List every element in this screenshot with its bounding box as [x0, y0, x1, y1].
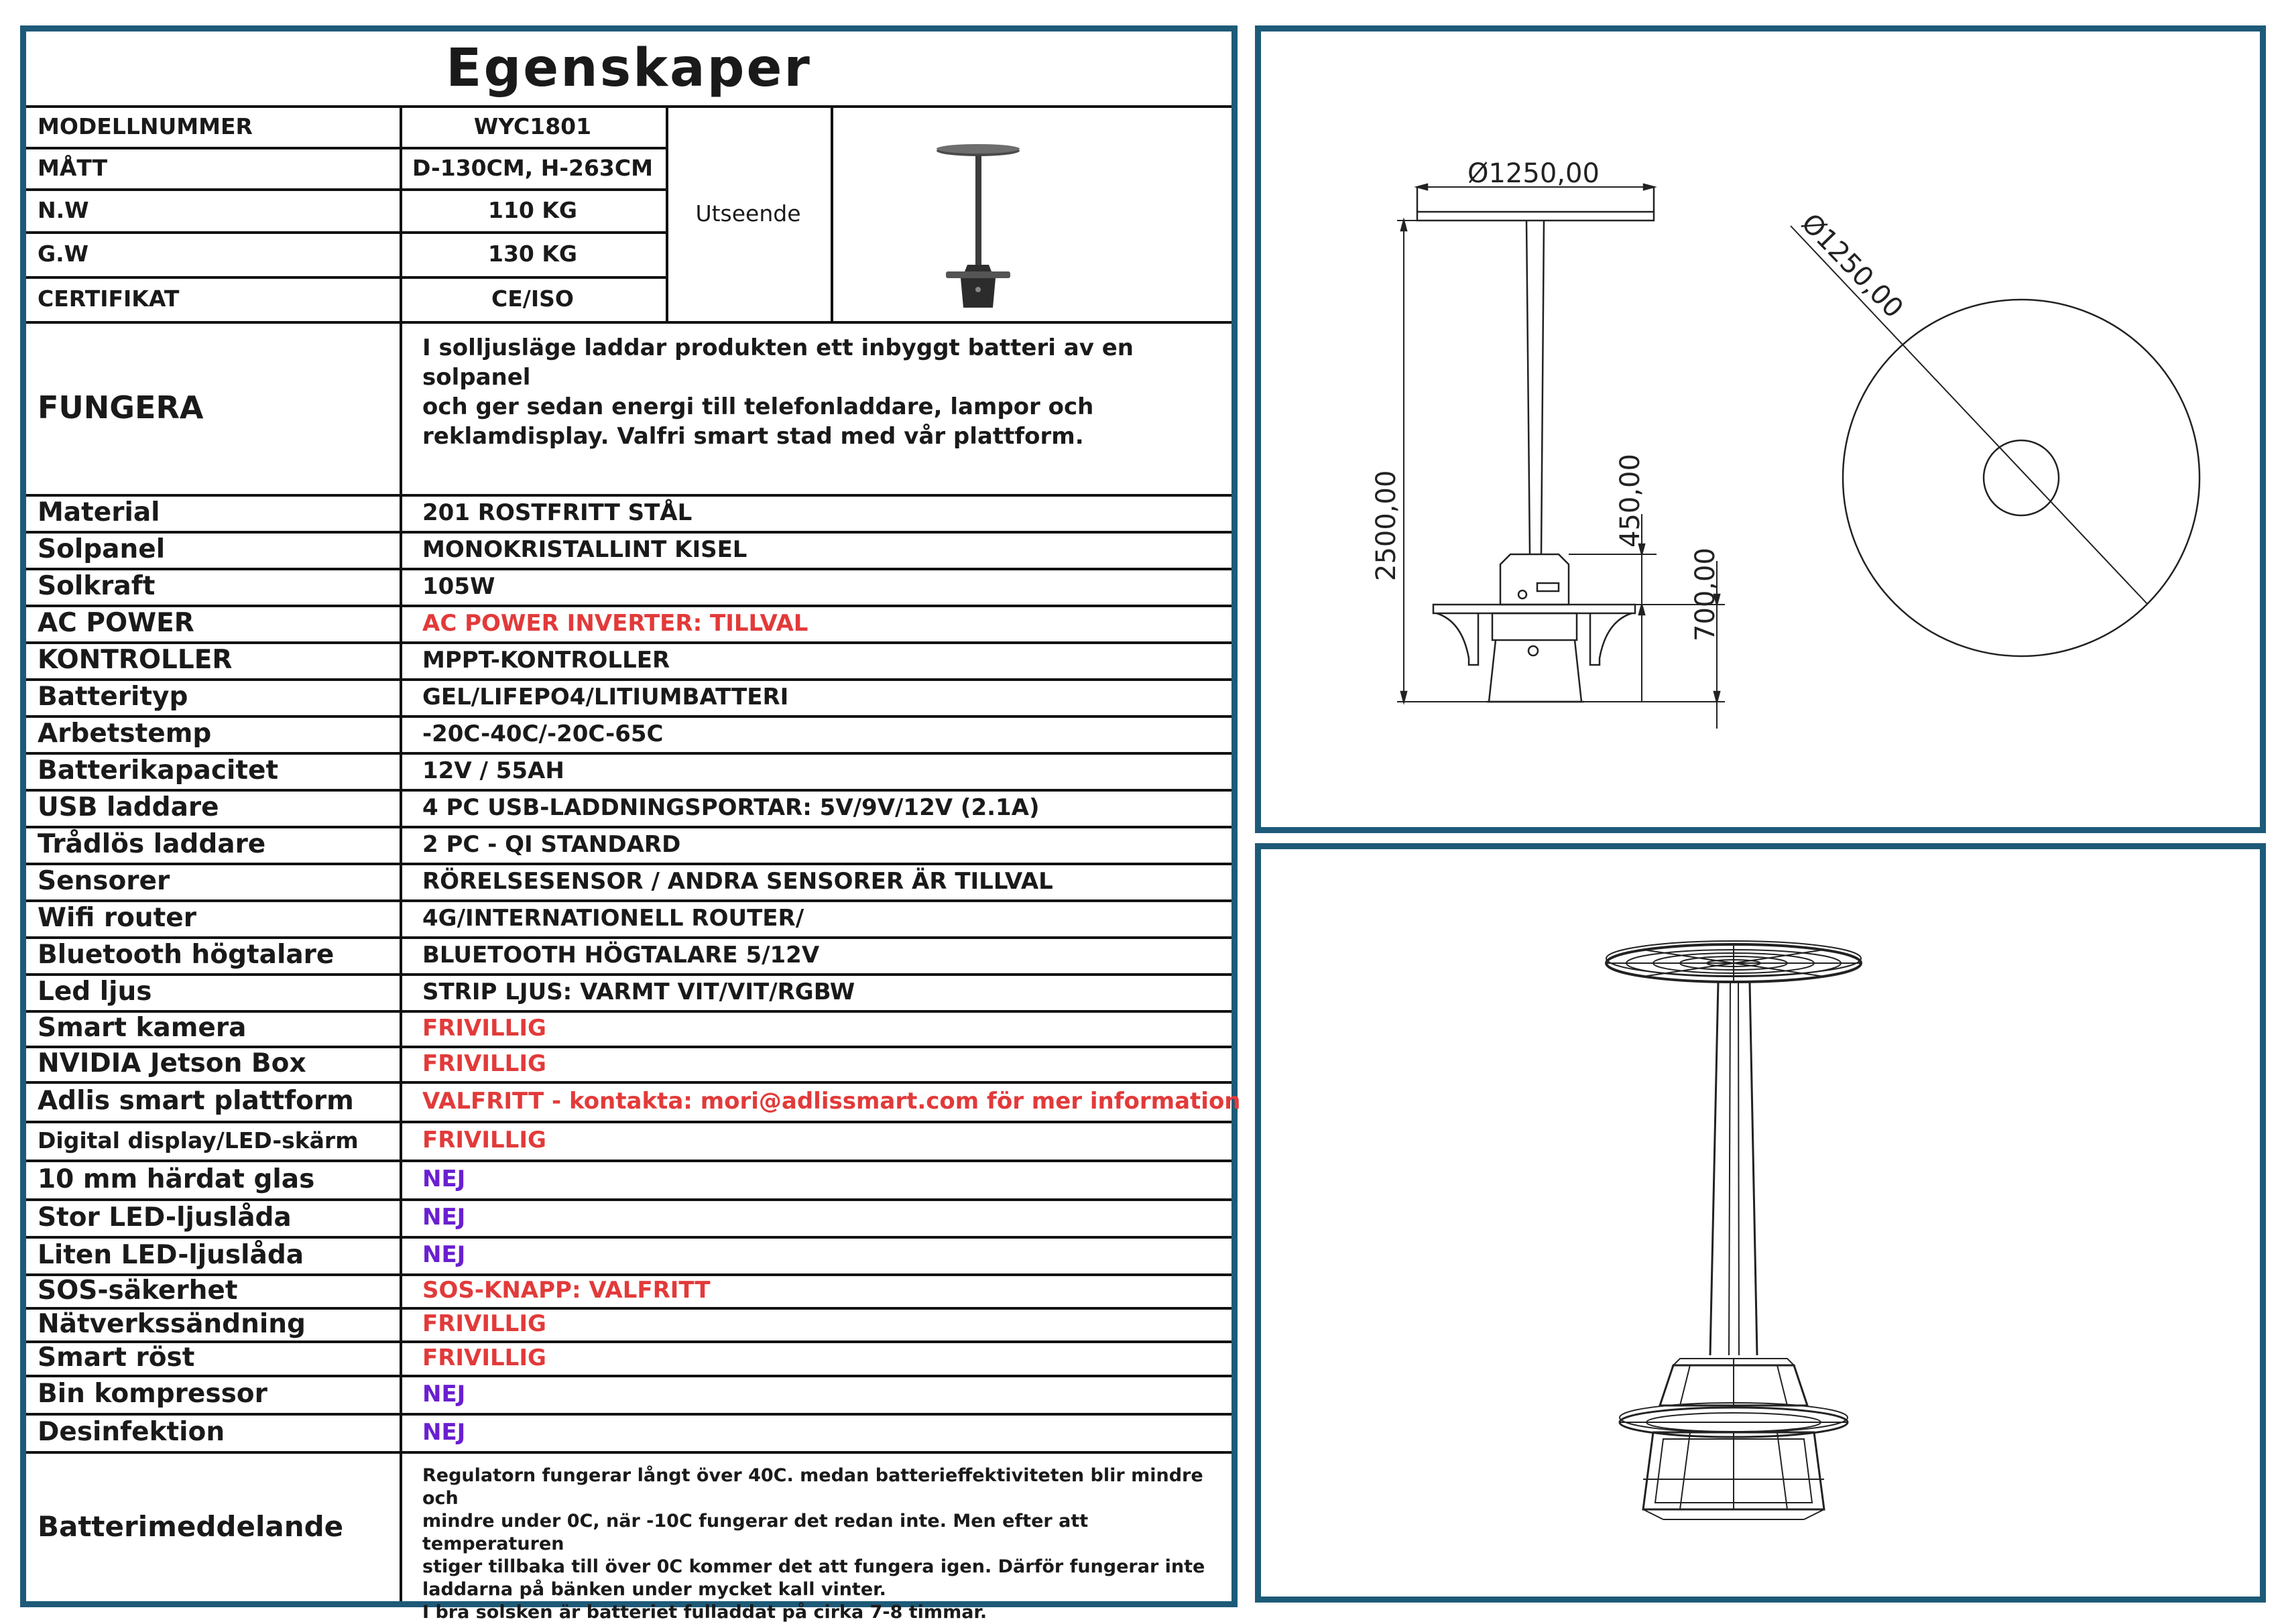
dimension-drawing-svg [1261, 32, 2260, 827]
spec-label: USB laddare [38, 792, 219, 822]
spec-value: NEJ [422, 1418, 466, 1446]
spec-label: Solkraft [38, 571, 156, 601]
spec-value: 2 PC - QI STANDARD [422, 830, 681, 858]
diameter-top-label: Ø1250,00 [1467, 158, 1600, 189]
appearance-label: Utseende [695, 200, 801, 227]
spec-value: FRIVILLIG [422, 1014, 546, 1042]
spec-label: 10 mm härdat glas [38, 1164, 315, 1194]
row-divider [26, 231, 666, 234]
header-label: G.W [38, 241, 89, 267]
spec-value: FRIVILLIG [422, 1310, 546, 1337]
header-value: 130 KG [487, 241, 578, 267]
spec-label: Solpanel [38, 534, 166, 564]
enclosure-outline [1500, 554, 1569, 605]
battery-text: Regulatorn fungerar långt över 40C. medan batterieffektiviteten blir mindre och mindre under 0C, när -10C fungerar det redan inte. Men efter att temperaturen stiger tillbaka till över 0C kommer det att fungera igen. Därför fungerar inte laddarna på bänken under mycket kall vinter. I bra solsken är batteriet fulladdat på cirka 7-8 timmar. [422, 1465, 1205, 1623]
spec-label: Liten LED-ljuslåda [38, 1239, 304, 1270]
spec-label: Adlis smart plattform [38, 1086, 354, 1116]
height-450-label: 450,00 [1615, 454, 1646, 548]
spec-label: Trådlös laddare [38, 829, 266, 859]
spec-label: Material [38, 497, 160, 527]
header-value: D-130CM, H-263CM [412, 154, 653, 181]
spec-label: Batterityp [38, 682, 188, 712]
spec-value: FRIVILLIG [422, 1050, 546, 1077]
row-divider [26, 188, 666, 191]
spec-label: Digital display/LED-skärm [38, 1127, 359, 1153]
spec-value: -20C-40C/-20C-65C [422, 720, 664, 747]
function-text: I solljusläge laddar produkten ett inbyggt batteri av en solpanel och ger sedan energi till telefonladdare, lampor och reklamdisplay. Valfri smart stad med vår plattform. [422, 334, 1134, 450]
header-value: CE/ISO [491, 286, 574, 312]
spec-value: AC POWER INVERTER: TILLVAL [422, 609, 808, 637]
dimension-drawing [1255, 25, 2266, 833]
spec-value: NEJ [422, 1241, 466, 1268]
header-label: CERTIFIKAT [38, 286, 180, 312]
spec-value: SOS-KNAPP: VALFRITT [422, 1277, 711, 1304]
spec-label: Smart kamera [38, 1013, 247, 1043]
spec-value: MONOKRISTALLINT KISEL [422, 536, 747, 563]
header-value: WYC1801 [473, 113, 592, 139]
spec-value: GEL/LIFEPO4/LITIUMBATTERI [422, 683, 789, 710]
header-value: 110 KG [487, 196, 578, 223]
page-title: Egenskaper [446, 38, 812, 99]
solar-panel-side [1417, 212, 1654, 221]
spec-value: NEJ [422, 1380, 466, 1408]
header-label: N.W [38, 196, 89, 223]
spec-value: STRIP LJUS: VARMT VIT/VIT/RGBW [422, 978, 855, 1005]
product-image [918, 119, 1038, 313]
spec-value: 201 ROSTFRITT STÅL [422, 499, 693, 526]
spec-value: RÖRELSESENSOR / ANDRA SENSORER ÄR TILLVAL [422, 867, 1053, 895]
header-label: MÅTT [38, 154, 108, 181]
spec-value: 105W [422, 572, 495, 600]
spec-label: AC POWER [38, 608, 194, 638]
row-divider [26, 276, 666, 279]
spec-label: Bluetooth högtalare [38, 940, 335, 970]
height-700-label: 700,00 [1690, 548, 1721, 641]
row-divider [26, 147, 666, 149]
spec-value: NEJ [422, 1204, 466, 1231]
column-divider [831, 105, 833, 321]
spec-value: 4G/INTERNATIONELL ROUTER/ [422, 904, 804, 932]
spec-label: Smart röst [38, 1342, 195, 1373]
spec-value: FRIVILLIG [422, 1344, 546, 1371]
height-total-label: 2500,00 [1371, 470, 1402, 581]
spec-value: BLUETOOTH HÖGTALARE 5/12V [422, 941, 820, 969]
spec-label: Wifi router [38, 903, 196, 933]
spec-value: MPPT-KONTROLLER [422, 646, 670, 674]
spec-label: Nätverkssändning [38, 1308, 306, 1339]
wireframe-svg [1261, 849, 2260, 1597]
spec-label: Batterikapacitet [38, 755, 279, 786]
battery-label: Batterimeddelande [38, 1509, 344, 1543]
spec-value: FRIVILLIG [422, 1127, 546, 1153]
spec-label: KONTROLLER [38, 645, 233, 675]
header-label: MODELLNUMMER [38, 113, 253, 139]
spec-value: VALFRITT - kontakta: mori@adlissmart.com för mer information [422, 1087, 1241, 1115]
spec-label: Stor LED-ljuslåda [38, 1202, 292, 1233]
column-divider [400, 105, 402, 321]
diameter-circle-label: Ø1250,00 [1795, 207, 1909, 324]
spec-value: 12V / 55AH [422, 757, 564, 784]
spec-label: Sensorer [38, 866, 170, 896]
spec-label: Arbetstemp [38, 719, 212, 749]
spec-label: SOS-säkerhet [38, 1275, 238, 1306]
wireframe-view [1255, 843, 2266, 1603]
spec-value: 4 PC USB-LADDNINGSPORTAR: 5V/9V/12V (2.1A) [422, 794, 1040, 821]
bench-seat [1433, 605, 1635, 613]
function-label: FUNGERA [38, 389, 204, 426]
spec-label: NVIDIA Jetson Box [38, 1048, 306, 1078]
spec-value: NEJ [422, 1166, 466, 1192]
spec-sheet [20, 25, 1241, 1623]
spec-label: Bin kompressor [38, 1379, 267, 1409]
spec-label: Desinfektion [38, 1417, 225, 1447]
spec-label: Led ljus [38, 977, 152, 1007]
